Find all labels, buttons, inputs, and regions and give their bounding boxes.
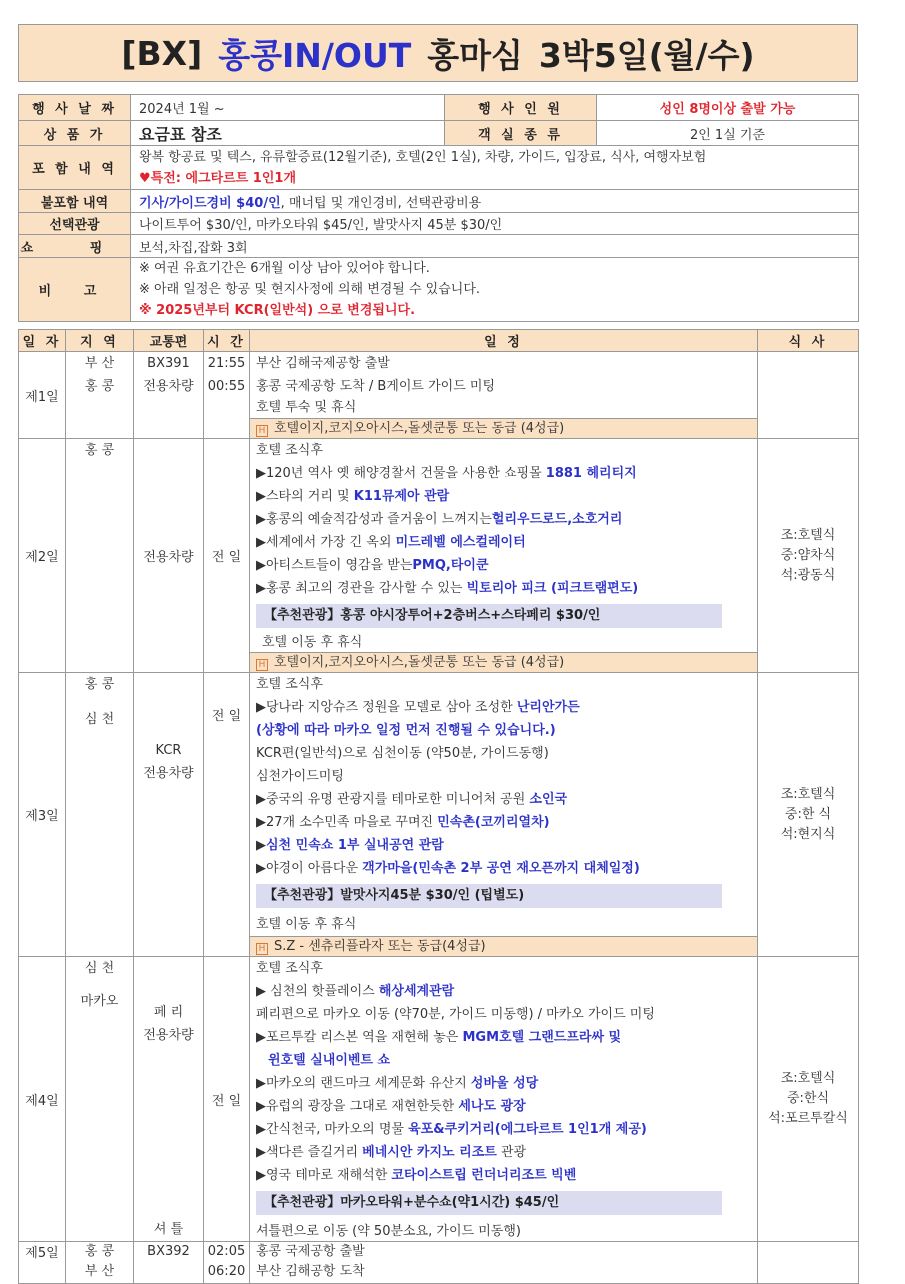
day-3-line: ▶심천 민속쇼 1부 실내공연 관람 [256, 838, 444, 853]
day-5-meal [758, 1242, 859, 1284]
day-5-transport-1: BX392 [147, 1244, 190, 1259]
day-3-line: 호텔 조식후 [256, 677, 323, 692]
include-line-1: 왕복 항공료 및 텍스, 유류할증료(12월기준), 호텔(2인 1실), 차량, 가이드, 입장료, 식사, 여행자보험 [139, 149, 707, 165]
title-highlight: 홍콩IN/OUT [218, 35, 412, 75]
title-rest-1: 홍마심 [427, 35, 523, 75]
day-3-line: ▶당나라 지앙슈즈 정원을 모델로 삼아 조성한 난리안가든 [256, 700, 580, 715]
room-label: 객 실 종 류 [445, 121, 597, 146]
note-label: 비 고 [19, 258, 131, 322]
include-label: 포 함 내 역 [19, 146, 131, 190]
day-4-region-1: 심 천 [84, 961, 115, 976]
day-4-meal-3: 석:포르투칼식 [768, 1111, 848, 1126]
day-4-region-2: 마카오 [80, 994, 119, 1009]
date-value: 2024년 1월 ~ [131, 95, 445, 121]
day-5-transport [134, 1242, 204, 1284]
date-label: 행 사 날 짜 [19, 95, 131, 121]
day-4-line: 윈호텔 실내이벤트 쇼 [268, 1053, 391, 1068]
day-2-meal-1: 조:호텔식 [780, 527, 836, 543]
day-2-line: ▶아티스트들이 영감을 받는PMQ,타이쿤 [256, 558, 489, 573]
header-transport: 교통편 [134, 330, 204, 352]
note-value [131, 258, 859, 322]
day-3-transport-2: 전용차량 [143, 766, 194, 781]
day-3-row [19, 673, 859, 957]
header-meal: 식 사 [758, 330, 859, 352]
day-2-line: 호텔 이동 후 휴식 [262, 635, 363, 650]
day-3-line: 심천가이드미팅 [256, 769, 344, 784]
day-3-line: (상황에 따라 마카오 일정 먼저 진행될 수 있습니다.) [256, 723, 556, 738]
day-3-hotel [250, 936, 757, 956]
day-1-time [204, 352, 250, 439]
day-4-meal-2: 중:한식 [786, 1091, 830, 1106]
exclude-guide-fee: 기사/가이드경비 $40/인 [139, 195, 281, 211]
day-5-row [19, 1242, 859, 1284]
day-5-line: 부산 김해공항 도착 [256, 1264, 365, 1279]
day-3-label: 제3일 [19, 673, 66, 957]
include-line-2: ♥특전: 에그타르트 1인1개 [139, 170, 297, 186]
day-3-line: ▶중국의 유명 관광지를 테마로한 미니어처 공원 소인국 [256, 792, 568, 807]
header-itinerary: 일 정 [250, 330, 758, 352]
hotel-h-icon: H [256, 425, 268, 437]
exclude-value [131, 190, 859, 213]
day-2-line: ▶120년 역사 옛 해양경찰서 건물을 사용한 쇼핑몰 1881 헤리티지 [256, 466, 637, 481]
include-value [131, 146, 859, 190]
price-label: 상 품 가 [19, 121, 131, 146]
day-2-line: ▶세계에서 가장 긴 옥외 미드레벨 에스컬레이터 [256, 535, 526, 550]
day-3-meal [758, 673, 859, 957]
exclude-label: 불포함 내역 [19, 190, 131, 213]
day-4-itinerary [250, 957, 758, 1242]
day-1-row [19, 352, 859, 439]
day-4-transport-3: 셔 틀 [153, 1222, 184, 1237]
day-4-line: 페리편으로 마카오 이동 (약70분, 가이드 미동행) / 마카오 가이드 미팅 [256, 1007, 655, 1022]
day-5-time-1: 02:05 [207, 1244, 246, 1259]
day-5-region-2: 부 산 [84, 1264, 115, 1279]
day-3-time [204, 673, 250, 957]
day-3-line: 호텔 이동 후 휴식 [256, 917, 357, 932]
day-2-transport: 전용차량 [134, 439, 204, 673]
day-2-line: ▶홍콩 최고의 경관을 감사할 수 있는 빅토리아 피크 (피크트램편도) [256, 581, 639, 596]
day-1-transport [134, 352, 204, 439]
day-1-line: 부산 김해국제공항 출발 [256, 356, 390, 371]
day-2-label: 제2일 [19, 439, 66, 673]
note-line-1: ※ 여권 유효기간은 6개월 이상 남아 있어야 합니다. [139, 261, 430, 276]
day-3-region-2: 심 천 [84, 712, 115, 727]
header-time: 시 간 [204, 330, 250, 352]
day-1-line: 홍콩 국제공항 도착 / B게이트 가이드 미팅 [256, 379, 496, 394]
day-4-line: ▶마카오의 랜드마크 세계문화 유산지 성바울 성당 [256, 1076, 539, 1091]
day-1-time-1: 21:55 [207, 356, 246, 371]
day-1-meal [758, 352, 859, 439]
day-5-region [66, 1242, 134, 1284]
page-title [18, 24, 858, 82]
day-2-option: 【추천관광】홍콩 야시장투어+2층버스+스타페리 $30/인 [256, 604, 722, 628]
day-1-label: 제1일 [19, 352, 66, 439]
day-1-region [66, 352, 134, 439]
day-1-hotel [250, 418, 757, 438]
info-table [18, 94, 859, 322]
people-label: 행 사 인 원 [445, 95, 597, 121]
day-4-transport-2: 전용차량 [143, 1028, 194, 1043]
day-4-line: ▶영국 테마로 재해석한 코타이스트립 런더너리조트 빅벤 [256, 1168, 577, 1183]
day-2-region [66, 439, 134, 673]
header-region: 지 역 [66, 330, 134, 352]
day-2-region-1: 홍 콩 [84, 443, 115, 458]
day-2-line: ▶스타의 거리 및 K11뮤제아 관람 [256, 489, 450, 504]
schedule-table [18, 329, 859, 1284]
day-5-label [19, 1242, 66, 1284]
day-3-meal-3: 석:현지식 [780, 826, 836, 842]
day-1-line: 호텔 투숙 및 휴식 [256, 400, 357, 415]
day-5-itinerary [250, 1242, 758, 1284]
day-4-line: ▶간식천국, 마카오의 명물 육포&쿠키거리(에그타르트 1인1개 제공) [256, 1122, 647, 1137]
day-5-time-2: 06:20 [207, 1264, 246, 1279]
optional-label: 선택관광 [19, 213, 131, 235]
day-4-transport-1: 페 리 [153, 1005, 184, 1020]
day-3-time-1: 전 일 [211, 709, 242, 724]
day-3-option: 【추천관광】발맛사지45분 $30/인 (팁별도) [256, 884, 722, 908]
hotel-h-icon: H [256, 943, 268, 955]
title-prefix: [BX] [121, 33, 203, 73]
exclude-rest: , 매너팁 및 개인경비, 선택관광비용 [280, 195, 482, 211]
day-4-line: 호텔 조식후 [256, 961, 323, 976]
day-2-line: ▶홍콩의 예술적감성과 즐거움이 느껴지는헐리우드로드,소호거리 [256, 512, 623, 527]
day-3-transport-1: KCR [155, 743, 182, 758]
day-3-line: ▶27개 소수민족 마을로 꾸며진 민속촌(코끼리열차) [256, 815, 550, 830]
day-2-itinerary [250, 439, 758, 673]
day-4-line: 셔틀편으로 이동 (약 50분소요, 가이드 미동행) [256, 1224, 521, 1239]
day-3-meal-2: 중:한 식 [784, 806, 832, 822]
day-1-transport-2: 전용차량 [143, 379, 194, 394]
day-3-line: KCR편(일반석)으로 심천이동 (약50분, 가이드동행) [256, 746, 549, 761]
day-3-transport [134, 673, 204, 957]
day-4-line: ▶포르투칼 리스본 역을 재현해 놓은 MGM호텔 그랜드프라싸 및 [256, 1030, 622, 1045]
note-line-3: ※ 2025년부터 KCR(일반석) 으로 변경됩니다. [139, 303, 416, 318]
day-2-line: 호텔 조식후 [256, 443, 323, 458]
day-4-line: ▶색다른 즐길거리 베네시안 카지노 리조트 관광 [256, 1145, 527, 1160]
day-3-line: ▶야경이 아름다운 객가마을(민속촌 2부 공연 재오픈까지 대체일정) [256, 861, 640, 876]
day-4-option: 【추천관광】마카오타워+분수쇼(약1시간) $45/인 [256, 1191, 722, 1215]
day-4-region [66, 957, 134, 1242]
day-3-region [66, 673, 134, 957]
day-2-time: 전 일 [204, 439, 250, 673]
day-1-transport-1: BX391 [147, 356, 190, 371]
day-4-time: 전 일 [204, 957, 250, 1242]
day-3-meal-1: 조:호텔식 [780, 786, 836, 802]
day-5-region-1: 홍 콩 [84, 1244, 115, 1259]
day-5-label-text: 제5일 [25, 1246, 59, 1261]
hotel-h-icon: H [256, 659, 268, 671]
day-4-meal [758, 957, 859, 1242]
note-line-2: ※ 아래 일정은 항공 및 현지사정에 의해 변경될 수 있습니다. [139, 282, 481, 297]
day-1-itinerary [250, 352, 758, 439]
people-value: 성인 8명이상 출발 가능 [597, 95, 859, 121]
day-4-label: 제4일 [19, 957, 66, 1242]
day-5-line: 홍콩 국제공항 출발 [256, 1244, 365, 1259]
header-day: 일 자 [19, 330, 66, 352]
shopping-label: 쇼 핑 [19, 235, 131, 258]
day-2-meal-3: 석:광동식 [780, 567, 836, 583]
title-rest-2: 3박5일(월/수) [538, 35, 755, 75]
day-1-region-1: 부 산 [84, 356, 115, 371]
day-4-transport [134, 957, 204, 1242]
shopping-value: 보석,차집,잡화 3회 [131, 235, 859, 258]
room-value: 2인 1실 기준 [597, 121, 859, 146]
day-3-region-1: 홍 콩 [84, 677, 115, 692]
day-1-region-2: 홍 콩 [84, 379, 115, 394]
day-3-itinerary [250, 673, 758, 957]
day-4-row [19, 957, 859, 1242]
optional-value: 나이트투어 $30/인, 마카오타워 $45/인, 발맛사지 45분 $30/인 [131, 213, 859, 235]
day-2-hotel-text: 호텔이지,코지오아시스,돌셋쿤통 또는 동급 (4성급) [274, 655, 565, 670]
day-2-row [19, 439, 859, 673]
day-2-meal-2: 중:얌차식 [780, 547, 836, 563]
day-2-hotel [250, 652, 757, 672]
day-3-hotel-text: S.Z - 센츄리플라자 또는 동급(4성급) [274, 939, 486, 954]
day-2-meal [758, 439, 859, 673]
day-5-time [204, 1242, 250, 1284]
day-4-line: ▶ 심천의 핫플레이스 해상세계관람 [256, 984, 455, 999]
day-1-time-2: 00:55 [207, 379, 246, 394]
price-value: 요금표 참조 [131, 121, 445, 146]
day-4-meal-1: 조:호텔식 [780, 1071, 836, 1086]
day-1-hotel-text: 호텔이지,코지오아시스,돌셋쿤통 또는 동급 (4성급) [274, 421, 565, 436]
day-4-line: ▶유럽의 광장을 그대로 재현한듯한 세나도 광장 [256, 1099, 526, 1114]
